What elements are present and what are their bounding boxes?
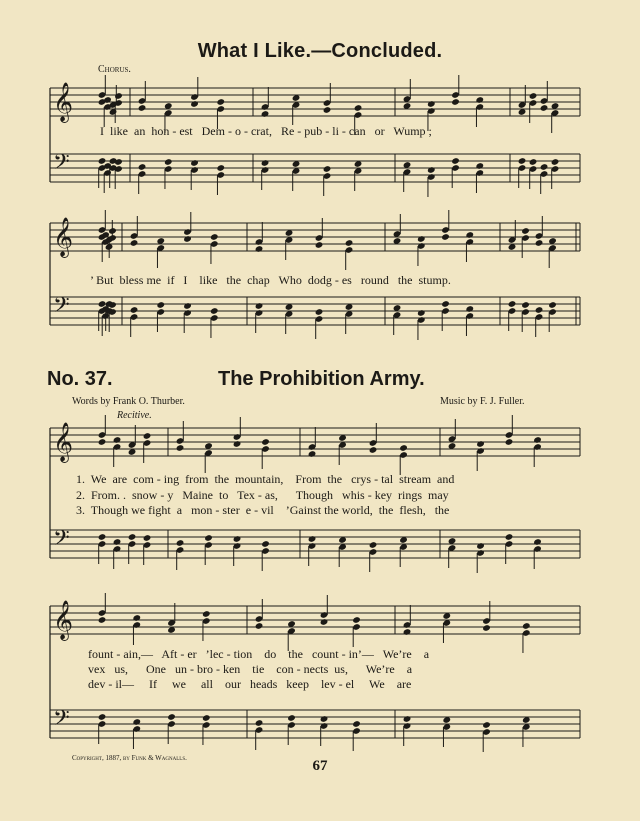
note-head [138,104,147,112]
system1-lyrics: I like an hon - est Dem - o - crat, Re - pub - li - can or Wump ; [100,124,432,138]
page-title: What I Like.—Concluded. [197,40,443,62]
note-head [540,163,549,171]
note-head [132,614,141,622]
note-head [320,618,329,626]
note-head [190,159,199,167]
note-head [156,301,165,309]
note-head [451,157,460,165]
note-head [427,100,436,108]
treble-clef-3: 𝄞 [53,422,74,462]
note-head [417,309,426,317]
note-head [551,158,560,166]
note-head [475,96,484,104]
note-head [476,440,485,448]
note-head [183,235,192,243]
note-head [508,300,517,308]
note-head [261,110,270,118]
note-head [535,239,544,247]
note-head [114,92,123,100]
note-head [451,98,460,106]
note-head [128,533,137,541]
copyright-notice: Copyright, 1887, by Funk & Wagnalls. [72,754,187,762]
music-credit: Music by F. J. Fuller. [440,396,525,407]
note-head [320,715,329,723]
bass-clef-3: 𝄢 [53,526,70,556]
note-head [441,233,450,241]
note-head [323,165,332,173]
note-head [308,535,317,543]
note-head [216,164,225,172]
note-head [518,157,527,165]
chorus-label: Chorus. [98,64,131,75]
verse3-line-a: 3. Though we fight a mon - ster e - vil ’Gainst the world, the flesh, the [76,503,450,517]
note-head [482,721,491,729]
note-head [143,534,152,542]
note-head [482,624,491,632]
note-head [98,713,107,721]
note-head [417,235,426,243]
note-head [233,440,242,448]
note-head [323,106,332,114]
note-head [403,715,412,723]
note-head [261,438,270,446]
note-head [261,540,270,548]
note-head [345,239,354,247]
note-head [522,622,531,630]
note-head [533,436,542,444]
note-head [255,302,264,310]
note-head [287,714,296,722]
note-head [369,446,378,454]
note-head [108,227,117,235]
bass-clef-4: 𝄢 [53,706,70,736]
note-head [132,718,141,726]
note-head [164,158,173,166]
note-head [308,450,317,458]
hymn-title: The Prohibition Army. [218,368,425,390]
note-head [255,622,264,630]
note-head [98,533,107,541]
hymn-number: No. 37. [47,368,113,390]
note-head [521,301,530,309]
treble-clef-4: 𝄞 [53,600,74,640]
verse3-line-b: dev - il— If we all our heads keep lev - el We are [88,677,412,691]
treble-clef-1: 𝄞 [53,82,74,122]
note-head [535,306,544,314]
note-head [505,438,514,446]
bass-clef-1: 𝄢 [53,150,70,180]
note-head [167,713,176,721]
note-head [399,444,408,452]
note-head [548,301,557,309]
note-head [216,98,225,106]
note-head [261,159,270,167]
note-head [427,166,436,174]
note-head [176,444,185,452]
tempo-direction: Recitive. [117,410,152,421]
note-head [130,239,139,247]
note-head [352,720,361,728]
bass-clef-2: 𝄢 [53,293,70,323]
system2-lyrics: ’ But bless me if I like the chap Who dodg - es round the stump. [90,273,451,287]
note-head [505,533,514,541]
note-head [476,542,485,550]
note-head [98,438,107,446]
note-head [354,104,363,112]
note-head [441,300,450,308]
note-head [352,616,361,624]
note-head [521,227,530,235]
verse2-line-a: 2. From. . snow - y Maine to Tex - as, Though whis - key rings may [76,488,449,502]
note-head [255,245,264,253]
note-head [113,538,122,546]
note-head [130,306,139,314]
note-head [529,92,538,100]
note-head [475,162,484,170]
verse1-line-a: 1. We are com - ing from the mountain, From the crys - tal stream and [76,472,455,486]
note-head [210,233,219,241]
note-head [183,302,192,310]
note-head [465,231,474,239]
note-head [98,157,107,165]
note-head [369,541,378,549]
note-head [255,719,264,727]
verse2-line-b: vex us, One un - bro - ken tie con - nects us, We’re a [88,662,413,676]
note-head [529,158,538,166]
note-head [315,308,324,316]
note-head [233,535,242,543]
note-head [210,307,219,315]
note-head [315,241,324,249]
note-head [204,534,213,542]
note-head [202,714,211,722]
note-head [202,610,211,618]
note-head [540,104,549,112]
note-head [138,163,147,171]
note-head [143,432,152,440]
note-head [403,628,412,636]
verse1-line-b: fount - ain,— Aft - er ’lec - tion do the count - in’— We’re a [88,647,430,661]
note-head [176,539,185,547]
words-credit: Words by Frank O. Thurber. [72,396,185,407]
note-head [190,100,199,108]
note-head [98,616,107,624]
bass-staff-4 [50,710,580,738]
treble-clef-2: 𝄞 [53,217,74,257]
treble-staff-4 [50,606,580,634]
note-head [465,305,474,313]
page-number: 67 [312,758,328,774]
note-head [113,436,122,444]
note-head [533,538,542,546]
